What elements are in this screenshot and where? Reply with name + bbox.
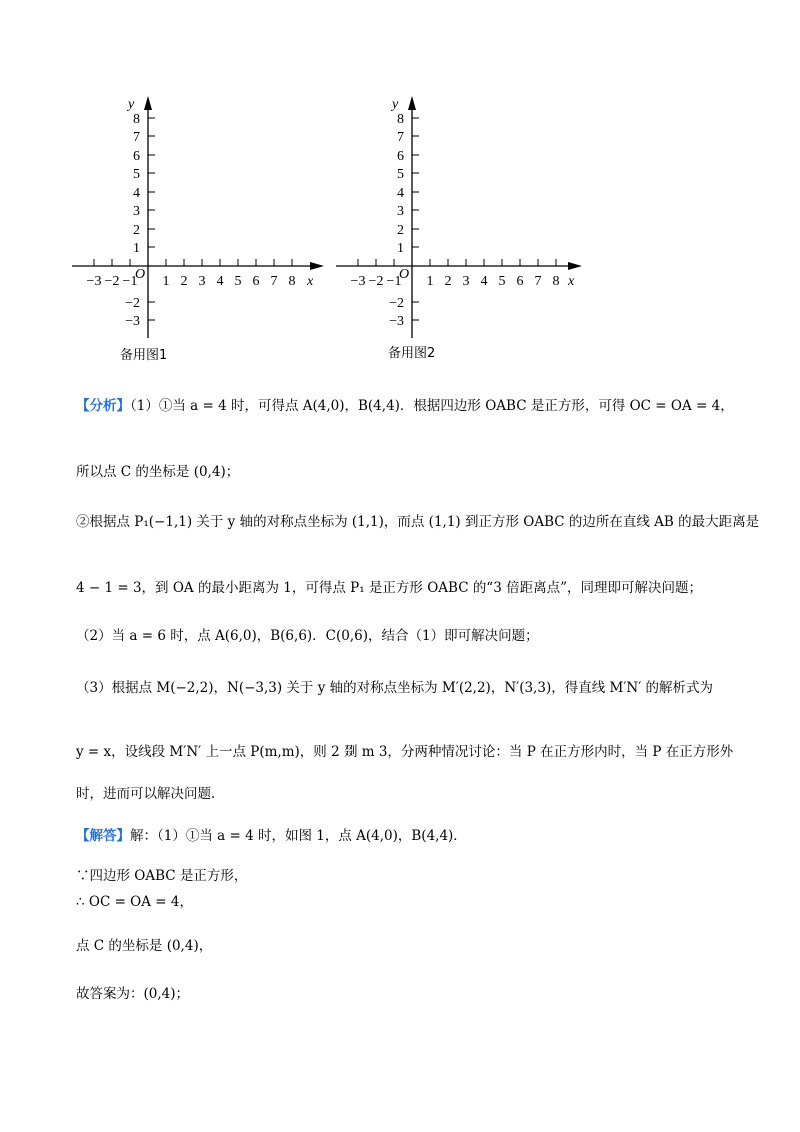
- x-tick: 7: [270, 274, 278, 289]
- x-tick: 1: [162, 274, 170, 289]
- y-tick: 5: [133, 167, 140, 182]
- solution-text-1: 解：（1）①当 a = 4 时，如图 1，点 A(4,0)，B(4,4)．: [130, 828, 467, 844]
- coordinate-axes-2: [324, 88, 594, 348]
- x-tick: 3: [462, 274, 470, 289]
- y-tick: 1: [133, 241, 140, 256]
- solution-tag: 【解答】: [76, 828, 130, 844]
- y-tick: 4: [397, 186, 404, 201]
- x-tick: −3: [86, 274, 102, 289]
- analysis-text-1: （1）①当 a = 4 时，可得点 A(4,0)，B(4,4)．根据四边形 OABC 是正方形，可得 OC = OA = 4，: [130, 398, 734, 414]
- x-tick: −2: [368, 274, 384, 289]
- y-tick: 6: [397, 149, 404, 164]
- y-tick: 5: [397, 167, 404, 182]
- solution-line-4: 点 C 的坐标是 (0,4)，: [76, 938, 213, 954]
- x-tick: 2: [444, 274, 452, 289]
- y-tick: −3: [389, 314, 404, 329]
- graph-caption-1: 备用图1: [120, 348, 168, 363]
- x-tick: −3: [350, 274, 366, 289]
- analysis-line-6: （3）根据点 M(−2,2)，N(−3,3) 关于 y 轴的对称点坐标为 M′(2,2)，N′(3,3)，得直线 M′N′ 的解析式为: [76, 680, 714, 696]
- x-tick: 1: [426, 274, 434, 289]
- x-tick: 6: [516, 274, 524, 289]
- solution-line-3: ∴ OC = OA = 4，: [76, 894, 193, 910]
- x-tick: 4: [216, 274, 224, 289]
- x-tick: 8: [552, 274, 560, 289]
- analysis-line-8: 时，进而可以解决问题．: [76, 786, 225, 802]
- graph-caption-2: 备用图2: [388, 346, 436, 361]
- x-tick: 5: [234, 274, 242, 289]
- y-tick: 2: [397, 223, 404, 238]
- analysis-line-1: [76, 396, 734, 416]
- x-tick: −1: [122, 274, 138, 289]
- x-tick: 4: [480, 274, 488, 289]
- y-tick: 1: [397, 241, 404, 256]
- y-tick: 7: [397, 130, 404, 145]
- origin-label: O: [135, 267, 146, 282]
- x-tick: 3: [198, 274, 206, 289]
- y-axis-label: y: [392, 97, 399, 112]
- origin-label: O: [399, 267, 410, 282]
- analysis-line-7: y = x，设线段 M′N′ 上一点 P(m,m)，则 2 剟 m 3，分两种情况讨论：当 P 在正方形内时，当 P 在正方形外: [76, 744, 734, 760]
- analysis-line-4: 4 − 1 = 3，到 OA 的最小距离为 1，可得点 P₁ 是正方形 OABC 的“3 倍距离点”，同理即可解决问题；: [76, 580, 702, 596]
- solution-line-5: 故答案为：(0,4)；: [76, 986, 190, 1002]
- y-axis-label: y: [128, 97, 135, 112]
- y-tick: −3: [125, 314, 140, 329]
- x-tick: −1: [386, 274, 402, 289]
- x-axis-label: x: [568, 274, 575, 289]
- y-tick: 4: [133, 186, 140, 201]
- solution-line-1: [76, 826, 467, 846]
- y-tick: 8: [397, 112, 404, 127]
- y-tick: 3: [133, 204, 140, 219]
- y-tick: 8: [133, 112, 140, 127]
- coordinate-graph-2: [324, 88, 594, 348]
- x-tick: 6: [252, 274, 260, 289]
- solution-line-2: ∵四边形 OABC 是正方形，: [76, 868, 248, 884]
- x-axis-label: x: [307, 274, 314, 289]
- x-tick: 5: [498, 274, 506, 289]
- y-tick: 3: [397, 204, 404, 219]
- y-tick: 7: [133, 130, 140, 145]
- analysis-line-5: （2）当 a = 6 时，点 A(6,0)，B(6,6)．C(0,6)，结合（1）即可解决问题；: [76, 628, 539, 644]
- x-tick: 8: [288, 274, 296, 289]
- coordinate-graph-1: [60, 88, 330, 348]
- y-tick: 6: [133, 149, 140, 164]
- x-tick: 7: [534, 274, 542, 289]
- analysis-tag: 【分析】: [76, 398, 130, 414]
- x-tick: 2: [180, 274, 188, 289]
- analysis-line-2: 所以点 C 的坐标是 (0,4)；: [76, 464, 240, 480]
- y-tick: −2: [125, 296, 140, 311]
- coordinate-axes-1: [60, 88, 330, 348]
- analysis-line-3: ②根据点 P₁(−1,1) 关于 y 轴的对称点坐标为 (1,1)，而点 (1,1) 到正方形 OABC 的边所在直线 AB 的最大距离是: [76, 514, 760, 530]
- x-tick: −2: [104, 274, 120, 289]
- y-tick: −2: [389, 296, 404, 311]
- y-tick: 2: [133, 223, 140, 238]
